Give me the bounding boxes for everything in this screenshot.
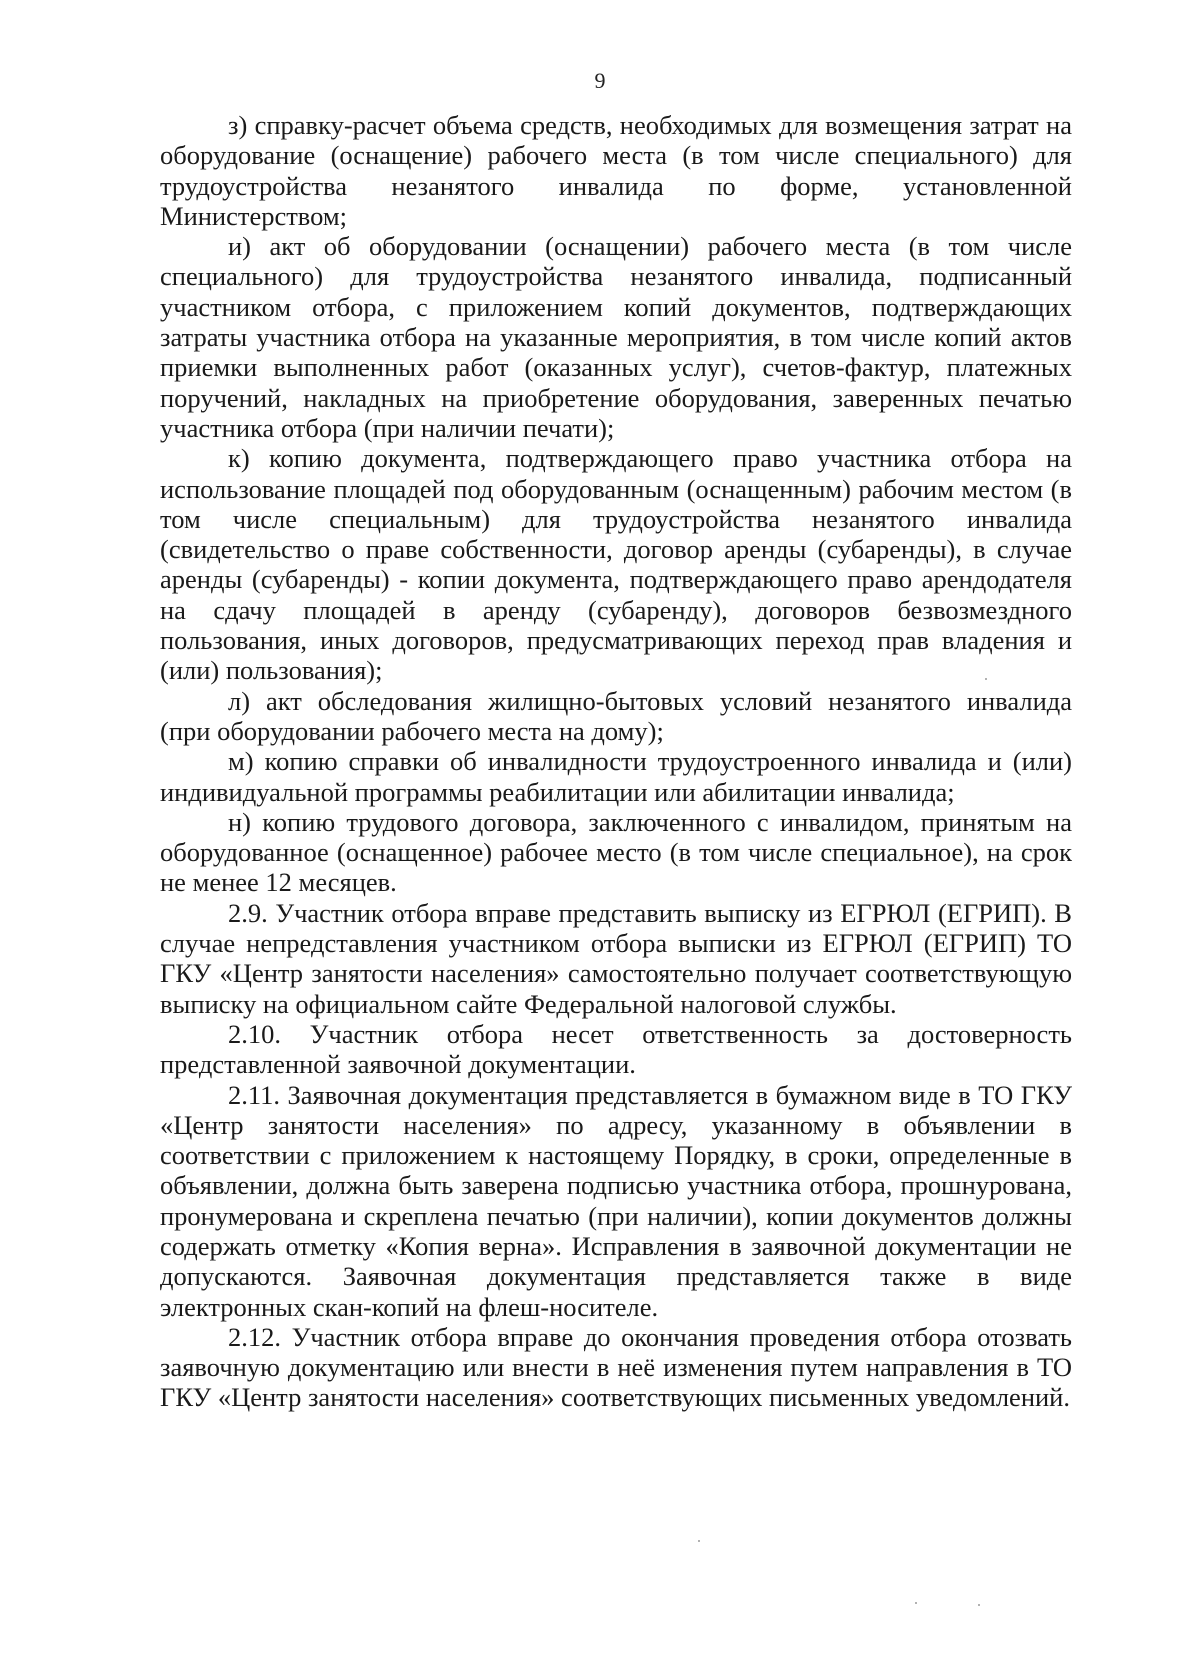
scan-speck (978, 1604, 980, 1606)
paragraph-clause-2-11: 2.11. Заявочная документация представляется в бумажном виде в ТО ГКУ «Центр занятости населения» по адресу, указанному в объявлении в соответствии с приложением к настоящему Порядку, в сроки, определенные в объявлении, должна быть заверена подписью участника отбора, прошнурована, пронумерована и скреплена печатью (при наличии), копии документов должны содержать отметку «Копия верна». Исправления в заявочной документации не допускаются. Заявочная документация представляется также в виде электронных скан-копий на флеш-носителе. (160, 1079, 1072, 1322)
paragraph-item-k: к) копию документа, подтверждающего право участника отбора на использование площадей под оборудованным (оснащенным) рабочим местом (в том числе специальным) для трудоустройства незанятого инвалида (свидетельство о праве собственности, договор аренды (субаренды), в случае аренды (субаренды) - копии документа, подтверждающего право арендодателя на сдачу площадей в аренду (субаренду), договоров безвозмездного пользования, иных договоров, предусматривающих переход прав владения и (или) пользования); (160, 443, 1072, 686)
paragraph-clause-2-12: 2.12. Участник отбора вправе до окончания проведения отбора отозвать заявочную документацию или внести в неё изменения путем направления в ТО ГКУ «Центр занятости населения» соответствующих письменных уведомлений. (160, 1321, 1072, 1413)
scan-speck (985, 678, 987, 680)
paragraph-item-z: з) справку-расчет объема средств, необходимых для возмещения затрат на оборудование (оснащение) рабочего места (в том числе специального) для трудоустройства незанятого инвалида по форме, установленной Министерством; (160, 110, 1072, 231)
document-body (160, 110, 1072, 1413)
paragraph-item-l: л) акт обследования жилищно-бытовых условий незанятого инвалида (при оборудовании рабочего места на дому); (160, 685, 1072, 746)
paragraph-item-n: н) копию трудового договора, заключенного с инвалидом, принятым на оборудованное (оснащенное) рабочее место (в том числе специальное), на срок не менее 12 месяцев. (160, 806, 1072, 898)
paragraph-clause-2-10: 2.10. Участник отбора несет ответственность за достоверность представленной заявочной документации. (160, 1018, 1072, 1080)
paragraph-clause-2-9: 2.9. Участник отбора вправе представить выписку из ЕГРЮЛ (ЕГРИП). В случае непредставления участником отбора выписки из ЕГРЮЛ (ЕГРИП) ТО ГКУ «Центр занятости населения» самостоятельно получает соответствующую выписку на официальном сайте Федеральной налоговой службы. (160, 897, 1072, 1019)
page-number: 9 (594, 68, 606, 93)
scan-speck (698, 1540, 700, 1542)
paragraph-item-m: м) копию справки об инвалидности трудоустроенного инвалида и (или) индивидуальной программы реабилитации или абилитации инвалида; (160, 746, 1072, 807)
paragraph-item-i: и) акт об оборудовании (оснащении) рабочего места (в том числе специального) для трудоустройства незанятого инвалида, подписанный участником отбора, с приложением копий документов, подтверждающих затраты участника отбора на указанные мероприятия, в том числе копий актов приемки выполненных работ (оказанных услуг), счетов-фактур, платежных поручений, накладных на приобретение оборудования, заверенных печатью участника отбора (при наличии печати); (160, 231, 1072, 443)
scan-speck (915, 1602, 917, 1604)
